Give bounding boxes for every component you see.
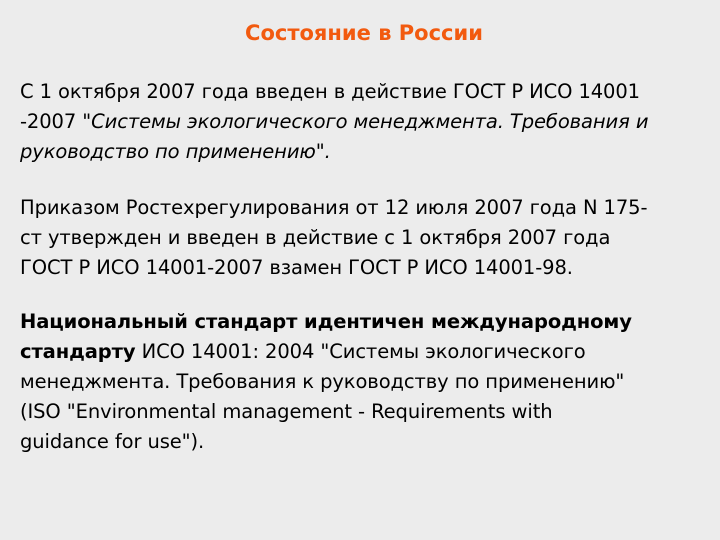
bold-statement: стандарту: [20, 340, 136, 363]
text-span: С 1 октября 2007 года введен в действие ГОСТ Р ИСО 14001: [20, 80, 640, 103]
paragraph-line: [20, 193, 710, 223]
text-span: ИСО 14001: 2004 "Системы экологического: [135, 340, 586, 363]
text-span: ГОСТ Р ИСО 14001-2007 взамен ГОСТ Р ИСО 14001-98.: [20, 256, 573, 279]
paragraph-line: [20, 253, 710, 283]
text-span: Приказом Ростехрегулирования от 12 июля 2007 года N 175-: [20, 196, 648, 219]
standard-title-italic: руководство по применению".: [20, 140, 331, 163]
paragraph-order: [20, 193, 710, 283]
paragraph-line: [20, 397, 710, 427]
text-span: ст утвержден и введен в действие с 1 октября 2007 года: [20, 226, 611, 249]
paragraph-line: [20, 107, 710, 137]
text-span: -2007: [20, 110, 83, 133]
standard-title-italic: "Системы экологического менеджмента. Требования и: [82, 110, 649, 133]
paragraph-line: [20, 307, 710, 337]
bold-statement: Национальный стандарт идентичен международному: [20, 310, 632, 333]
paragraph-line: [20, 223, 710, 253]
text-span: (ISO "Environmental management - Requirements with: [20, 400, 553, 423]
text-span: guidance for use").: [20, 430, 205, 453]
text-span: менеджмента. Требования к руководству по применению": [20, 370, 625, 393]
paragraph-line: [20, 77, 710, 107]
paragraph-line: [20, 137, 710, 167]
paragraph-line: [20, 337, 710, 367]
slide-title: Состояние в России: [245, 21, 483, 45]
paragraph-national-standard: [20, 307, 710, 457]
paragraph-gost-introduction: [20, 77, 710, 167]
paragraph-line: [20, 367, 710, 397]
paragraph-line: [20, 427, 710, 457]
